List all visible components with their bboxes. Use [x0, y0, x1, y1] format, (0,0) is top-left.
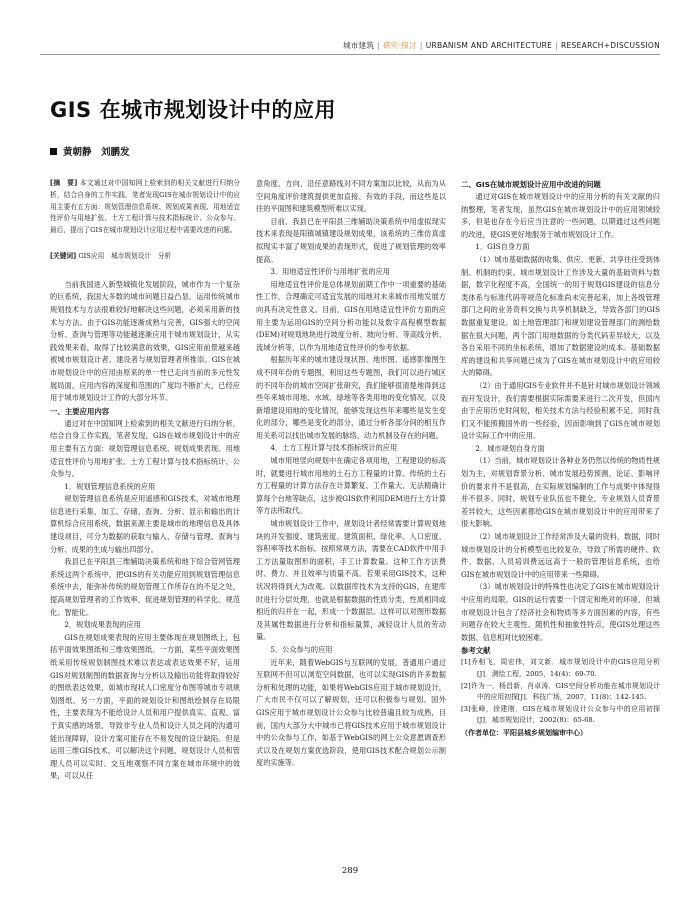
abstract [50, 178, 240, 237]
reference-item: [3]张峰，徐建刚．GIS在城市规划设计公众参与中的应用初探[J]．城市规划设计，2002(8)：65-68. [461, 704, 660, 725]
paragraph: 用地适宜性评价是总体规划前期工作中一项重要的基础性工作，合理确定可适宜发展的用地对未来城市用地发展方向具有决定性意义。目前，GIS在用地适宜性评价方面的应用主要为运用GIS的空间分析功能以及数字高程模型数据(DEM)对规划地块进行坡度分析、坡向分析、等高线分析、流域分析等，以作为用地适宜性评价的参考依据。 [256, 279, 446, 352]
paragraph: （1）城市基础数据的收集、供应、更新、共享往往受到体制、机制的约束。城市规划设计工作涉及大量的基础资料与数据，数字化程度不高，全国统一的用于规划GIS建设的信息分类体系与标准代码等规范化标准尚未完善起来，加上各级管理部门之间的业务资料交换与共享机制缺乏，导致各部门的GIS数据重复建设。如土地管理部门和规划建设管理部门的测绘数据在很大问题，两个部门用地数据的分类代码差异较大，以及各自采用不同的坐标系统，增加了数据建设的成本。基础数据库的建设和共享问题已成为了GIS在城市规划设计中的应用较大的障碍。 [461, 254, 660, 378]
reference-item: [2]许为一，杨昌新，肖卓涛．GIS空间分析功能在城市规划设计中的应用初探[J]．科技广场，2007，11(8)：142-145. [461, 681, 660, 702]
paragraph: 根据历年来的城市建设现状图、地形图、遥感影像图生成不同年份的专题图，利用这些专题图，我们可以进行城区的不同年份的城市空间扩张研究，我们能够很清楚地得到这些年来城市用地、水域、绿地等各类用地的变化情况，以及新增建设用地的变化情况，能够发现这些年来哪些是发生变化的部分，哪些是变化的部分，通过分析各部分间的相互作用关系可以找出城市发展的脉络、动力机制及存在的问题。 [256, 355, 446, 440]
page-number: 289 [341, 866, 359, 876]
section-heading: 二、GIS在城市规划设计应用中改进的问题 [461, 180, 601, 189]
abstract-text: 本文通过对中国知网上检索到的相关文献进行归纳分析，结合自身的工作实践，笔者发现GIS在城市规划设计中的应用主要有五方面：规划管理信息系统、规划成果表现、用地适宜性评价与用地扩张、土方工程计算与技术指标统计、公众参与。最后，提出了GIS在城市规划设计应用过程中需要改进的问题。 [50, 179, 240, 235]
article-title: GIS 在城市规划设计中的应用 [50, 98, 336, 122]
header-separator: | [555, 41, 558, 50]
subsection-heading: 1．规划管理信息系统的应用 [64, 481, 156, 491]
references-heading: 参考文献 [461, 646, 491, 656]
keywords-text: GIS应用 城市规划设计 分析 [78, 251, 172, 260]
paragraph: GIS在规划成果表现的应用主要体现在规划图纸上，包括平面效果图纸和三维效果图纸。一方面，某些平面效果图纸采用传统规划制图技术难以表达或表达效果不好，运用GIS对规划制图的数据查询与分析以及输出功能将取得较好的图纸表达效果，如城市现状人口密度分布图等城市专项规划图纸。另一方面，平面的规划设计和图纸绘制存在局限性，主要表现为不能给设计人员和用户提供真实、直观、富于真实感的场景，导致非专业人员和设计人员之间的沟通可能出现障碍，设计方案可能存在不易发现的设计缺陷。但是运用三维GIS技术，可以解决这个问题，规划设计人员和管理人员可以实时、交互地观察不同方案在城市环境中的效果，可以从任 [50, 632, 240, 781]
paragraph: 通过对在中国知网上检索到的相关文献进行归纳分析，结合自身工作实践，笔者发现，GIS在城市规划设计中的应用主要有五方面：规划管理信息系统、规划成果表现、用地适宜性评价与用地扩张、土方工程计算与技术指标统计、公众参与。 [50, 418, 240, 479]
paragraph: （2）由于通用GIS专业软件并不是针对城市规划设计领域而开发设计，我们需要根据实际需要来进行二次开发，但国内由于应用历史时间短，相关技术方法与经验积累不足，同时我们又不能照搬国外的一些经验，因而影响到了GIS在城市规划设计实际工作中的应用。 [461, 380, 660, 441]
paragraph: 通过对GIS在城市规划设计中的应用分析的有关文献的归纳整理，笔者发现，虽然GIS在城市规划设计中的应用领域较多，但是也存在今后应当注意的一些问题，以期通过这些问题的改进，使GIS更好地服务于城市规划设计工作。 [461, 192, 660, 239]
bullet-square-icon [50, 148, 57, 155]
header-section: 城市建筑 [342, 41, 375, 50]
reference-item: [1]乔相飞，周宏伟，刘文新．城市规划设计中的GIS应用分析[J]．测绘工程，2005，14(4)：69-70. [461, 658, 660, 678]
subsection-heading: 2．规划成果表现的应用 [64, 620, 141, 630]
paragraph: 规划管理信息系统是应用遥感和GIS技术，对城市地理信息进行采集、加工、存储、查询、分析、显示和输出的计算机综合应用系统，数据来源主要是城市的地理信息及具体建设项目，可分为数据的获取与输入、存储与管理、查询与分析、成果的生成与输出四部分。 [50, 494, 240, 554]
abstract-label: [摘 要] [50, 179, 78, 187]
author-names: 黄朝静 刘鹏发 [63, 147, 130, 158]
subsection-heading: 1．GIS自身方面 [475, 242, 530, 252]
header-column-en: RESEARCH+DISCUSSION [561, 41, 660, 50]
subsection-heading: 2．城市规划自身方面 [475, 443, 545, 453]
paragraph: 当前我国进入新型城镇化发展阶段，城市作为一个复杂的巨系统，我国大多数的城市问题日益凸显，运用传统城市规划技术与方法很难较好地解决这些问题，必须采用新的技术与方法。由于GIS功能逐渐成熟与完善，GIS强大的空间分析、查询与管理等功能越逐渐应用于城市规划设计，从实践效果来看，取得了比较满意的效果，GIS应用前景越来越被城市规划设计者、建设者与规划管理者所推崇。GIS在城市规划设计中的应用由原来的单一性已走向当前的多元性发展局面，应用内容的深度和范围的广度均不断扩大，已经应用于城市规划设计工作的大部分环节。 [50, 279, 240, 403]
paragraph: 意角度、方向、沿任意路线对不同方案加以比较，从而为从空间角度评价建筑提供更加直接、有效的手段，而这些是以往的平面图和建筑模型所难以实现。 [256, 179, 446, 214]
authors [50, 144, 130, 158]
keywords-label: [关键词] [50, 251, 77, 260]
column-3 [461, 178, 660, 739]
column-1 [50, 178, 240, 783]
subsection-heading: 4．土方工程计算与技术指标统计的应用 [270, 443, 398, 453]
keywords [50, 251, 240, 263]
subsection-heading: 5．公众参与的应用 [270, 644, 333, 654]
header-journal-en: URBANISM AND ARCHITECTURE [425, 41, 553, 50]
paragraph: 我县已在平阳县三维辅助决策系统和地下综合管网管理系统这两个系统中，把GIS的有关功能应用到规划管理信息系统中去，能弥补传统的规划管理工作所存在的不足之处，提高规划管理者的工作效率，促进规划管理的科学化、规范化、智能化。 [50, 557, 240, 617]
header-separator: | [419, 41, 423, 50]
subsection-heading: 3．用地适宜性评价与用地扩张的应用 [270, 267, 390, 277]
paragraph: 城市规划设计工作中，规划设计者经常需要计算规划地块的开发强度、建筑密度、建筑面积、绿化率、人口密度、容积率等技术指标。按照常规方法，需要在CAD软件中用手工方法量取图形的面积，手工计算数量。这种工作方法费时、费力、并且效率与质量不高。若果采用GIS技术，这种状况将得到大为改观。以数据库技术为支持的GIS，在建库时进行分层处理，也就是根据数据的性质分类，性质相同或相近的归并在一起，形成一个数据层。这样可以对图形数据及其属性数据进行分析和指标量算，减轻设计人员的劳动量。 [256, 519, 446, 642]
column-2 [256, 178, 446, 770]
section-heading: 一、主要应用内容 [50, 406, 110, 416]
header-separator: | [377, 41, 380, 50]
paragraph: （3）城市规划设计的特殊性也决定了GIS在城市规划设计中应用的局限。GIS的运行需要一个固定和绝对的环境，但城市规划设计包含了经济社会和物质等多方面因素的内容，有些问题存在较大主观性、随机性和抽象性特点，使GIS处理这些数据、信息相对比较困难。 [461, 582, 660, 642]
header-category: 研究·探讨 [383, 41, 417, 50]
paragraph: （2）城市规划设计工作经常涉及大量的资料、数据，同时城市规划设计的分析模型也比较复杂，导致了所需的硬件、软件、数据、人员培训费远远高于一般的管理信息系统，也给GIS在城市规划设计中的应用带来一些障碍。 [461, 532, 660, 579]
header-rule [40, 54, 660, 55]
paragraph: 城市用地竖向规划中在确定各项用地，工程建设的标高时，就要进行城市用地的土石方工程量的计算。传统的土石方工程量的计算方法存在计算繁复、工作量大、无法精确计算每个台地等缺点，这步被GIS软件利用DEM进行土方计算等方法所取代。 [256, 456, 447, 516]
paragraph: （1）当前，城市规划设计各种业务仍然以传统的物质性规划为主，对规划背景分析、城市发展趋势预测、论证、影响评价的要求并不是很高，在实际规划编制的工作与成果中体现得并不很多。同时，规划专业队伍也不健全，专业规划人员背景差异较大，这些因素都给GIS在城市规划设计中的应用带来了很大影响。 [461, 456, 660, 529]
author-affiliation: （作者单位：平阳县城乡规划编审中心） [461, 728, 587, 737]
paragraph: 目前，我县已在平阳县三维辅助决策系统中用虚拟现实技术来表现是阳镇城镇建设规划成果，该系统的三维仿真虚拟现实丰富了规划成果的表现形式，促进了规划管理的效率提高。 [256, 216, 446, 264]
paragraph: 近年来，随着WebGIS与互联网的发展，普通用户通过互联网不但可以浏览空间数据，也可以实现GIS的许多数据分析和处理的功能，如果将WebGIS应用于城市规划设计，广大市民不仅可以了解规划，还可以积极参与规划。国外GIS应用于城市规划设计公众参与比较普遍且较为成熟，目前，国内大部分大中城市已将GIS技术应用于城市规划设计中的公众参与工作，如基于WebGIS的网上公众意愿调查形式以及在规划方案优选阶段，使用GIS技术配合规划公示制度的实施等。 [256, 657, 446, 768]
running-header [343, 40, 660, 51]
